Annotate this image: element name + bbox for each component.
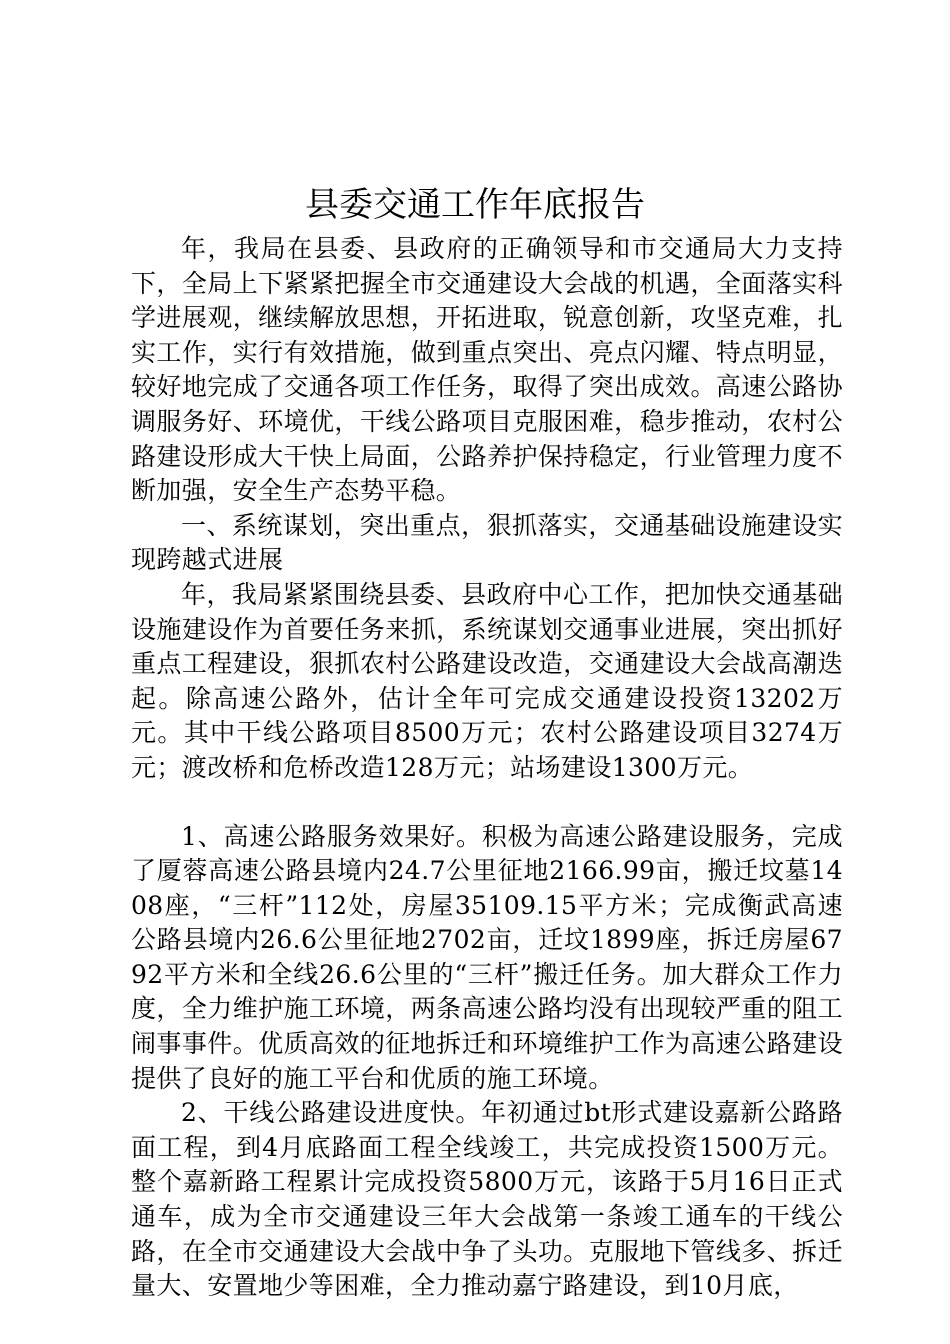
document-body [131, 232, 843, 1304]
paragraph-intro: 年，我局在县委、县政府的正确领导和市交通局大力支持下，全局上下紧紧把握全市交通建设大会战的机遇，全面落实科学进展观，继续解放思想，开拓进取，锐意创新，攻坚克难，扎实工作，实行有效措施，做到重点突出、亮点闪耀、特点明显，较好地完成了交通各项工作任务，取得了突出成效。高速公路协调服务好、环境优，干线公路项目克服困难，稳步推动，农村公路建设形成大干快上局面，公路养护保持稳定，行业管理力度不断加强，安全生产态势平稳。 [131, 234, 843, 506]
section-heading-1: 一、系统谋划，突出重点，狠抓落实，交通基础设施建设实现跨越式进展 [131, 510, 843, 575]
paragraph-item-1: 1、高速公路服务效果好。积极为高速公路建设服务，完成了厦蓉高速公路县境内24.7公里征地2166.99亩，搬迁坟墓1408座，“三杆”112处，房屋35109.15平方米；完成衡武高速公路县境内26.6公里征地2702亩，迁坟1899座，拆迁房屋6792平方米和全线26.6公里的“三杆”搬迁任务。加大群众工作力度，全力维护施工环境，两条高速公路均没有出现较严重的阻工闹事事件。优质高效的征地拆迁和环境维护工作为高速公路建设提供了良好的施工平台和优质的施工环境。 [131, 821, 843, 1093]
paragraph-item-2: 2、干线公路建设进度快。年初通过bt形式建设嘉新公路路面工程，到4月底路面工程全线竣工，共完成投资1500万元。整个嘉新路工程累计完成投资5800万元，该路于5月16日正式通车，成为全市交通建设三年大会战第一条竣工通车的干线公路，在全市交通建设大会战中争了头功。克服地下管线多、拆迁量大、安置地少等困难，全力推动嘉宁路建设，到10月底， [131, 1098, 843, 1301]
document-title: 县委交通工作年底报告 [305, 185, 645, 225]
paragraph-section-1: 年，我局紧紧围绕县委、县政府中心工作，把加快交通基础设施建设作为首要任务来抓，系统谋划交通事业进展，突出抓好重点工程建设，狠抓农村公路建设改造，交通建设大会战高潮迭起。除高速公路外，估计全年可完成交通建设投资13202万元。其中干线公路项目8500万元；农村公路建设项目3274万元；渡改桥和危桥改造128万元；站场建设1300万元。 [131, 579, 843, 782]
